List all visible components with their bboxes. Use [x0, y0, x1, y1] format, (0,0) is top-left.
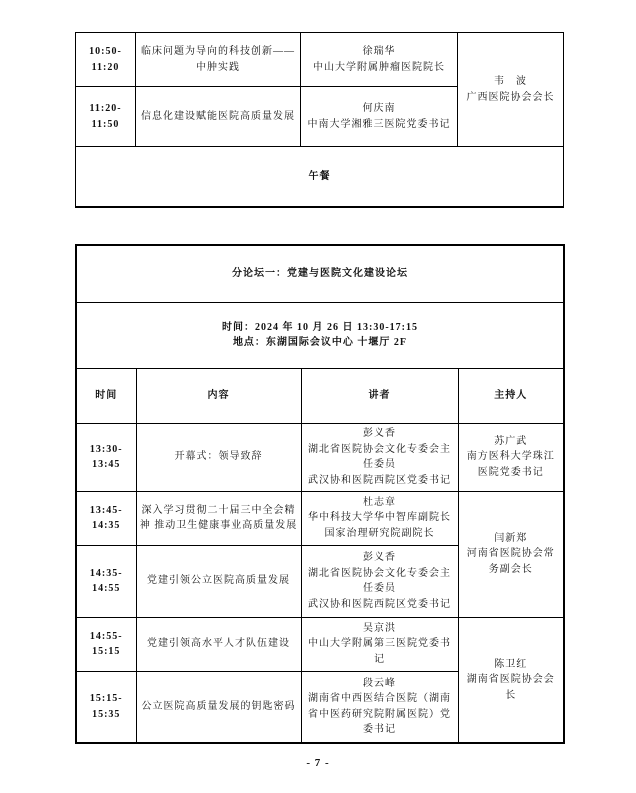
speaker-cell [301, 423, 458, 491]
time-cell: 11:20-11:50 [76, 87, 136, 147]
moderator-title: 南方医科大学珠江医院党委书记 [466, 451, 555, 478]
time-cell: 13:45-14:35 [76, 491, 136, 545]
moderator-cell [458, 423, 564, 491]
topic-cell [136, 87, 301, 147]
column-header-content: 内容 [136, 368, 301, 423]
time-cell: 15:15-15:35 [76, 671, 136, 743]
moderator-title: 广西医院协会会长 [466, 91, 555, 103]
speaker-cell [301, 33, 458, 87]
topic-cell: 开幕式：领导致辞 [136, 423, 301, 491]
topic-line: 临床问题为导向的科技创新—— [141, 46, 295, 57]
speaker-cell [301, 671, 458, 743]
speaker-title: 湖北省医院协会文化专委会主任委员 [308, 443, 451, 470]
forum-info-time: 时间：2024 年 10 月 26 日 13:30-17:15 [222, 321, 418, 333]
topic-cell: 党建引领高水平人才队伍建设 [136, 617, 301, 671]
speaker-name: 何庆南 [362, 103, 396, 114]
moderator-name: 闫新郑 [494, 532, 528, 544]
speaker-title: 湖南省中西医结合医院（湖南省中医药研究院附属医院）党委书记 [308, 693, 451, 736]
time-cell: 14:55-15:15 [76, 617, 136, 671]
lunch-row [76, 147, 564, 207]
session-row [76, 491, 564, 545]
forum-title-row [76, 245, 564, 302]
session-row [76, 33, 564, 87]
forum-title: 分论坛一：党建与医院文化建设论坛 [76, 245, 564, 302]
moderator-title: 湖南省医院协会会长 [466, 674, 555, 701]
column-header-speaker: 讲者 [301, 368, 458, 423]
speaker-cell [301, 491, 458, 545]
speaker-cell [301, 545, 458, 617]
speaker-name: 徐瑞华 [362, 46, 396, 57]
speaker-name: 杜志章 [363, 496, 396, 508]
speaker-title: 华中科技大学华中智库副院长 [308, 512, 451, 524]
moderator-cell [458, 33, 564, 147]
page-number: - 7 - [306, 757, 330, 769]
speaker-title: 湖北省医院协会文化专委会主任委员 [308, 567, 451, 594]
column-header-row [76, 368, 564, 423]
topic-line: 信息化建设赋能医院高质量发展 [141, 110, 295, 122]
topic-cell [136, 33, 301, 87]
speaker-title: 武汉协和医院西院区党委书记 [308, 474, 451, 486]
moderator-cell [458, 491, 564, 617]
moderator-title: 河南省医院协会常务副会长 [466, 548, 555, 575]
moderator-name: 苏广武 [494, 435, 528, 447]
speaker-name: 彭义香 [363, 552, 396, 563]
speaker-title: 武汉协和医院西院区党委书记 [308, 598, 451, 610]
time-cell: 10:50-11:20 [76, 33, 136, 87]
topic-line: 中肿实践 [196, 61, 240, 73]
moderator-name: 韦 波 [494, 76, 527, 87]
column-header-moderator: 主持人 [458, 368, 564, 423]
speaker-name: 吴京洪 [363, 622, 396, 634]
lunch-cell: 午餐 [76, 147, 564, 207]
column-header-time: 时间 [76, 368, 136, 423]
topic-cell: 公立医院高质量发展的钥匙密码 [136, 671, 301, 743]
forum1-table [75, 244, 565, 744]
session-row [76, 617, 564, 671]
speaker-title: 中南大学湘雅三医院党委书记 [307, 118, 451, 130]
session-row [76, 423, 564, 491]
speaker-title: 中山大学附属肿瘤医院院长 [313, 61, 445, 73]
forum-info [76, 302, 564, 368]
time-cell: 14:35-14:55 [76, 545, 136, 617]
forum-info-row [76, 302, 564, 368]
speaker-name: 段云峰 [363, 677, 396, 689]
speaker-cell [301, 617, 458, 671]
moderator-name: 陈卫红 [494, 658, 528, 670]
speaker-title: 中山大学附属第三医院党委书记 [308, 638, 451, 665]
forum-info-place: 地点：东湖国际会议中心 十堰厅 2F [232, 337, 408, 348]
moderator-cell [458, 617, 564, 743]
speaker-title: 国家治理研究院副院长 [324, 527, 435, 539]
speaker-name: 彭义香 [363, 428, 396, 439]
topic-cell: 深入学习贯彻二十届三中全会精神 推动卫生健康事业高质量发展 [136, 491, 301, 545]
topic-cell: 党建引领公立医院高质量发展 [136, 545, 301, 617]
speaker-cell [301, 87, 458, 147]
morning-session-table [75, 32, 564, 208]
time-cell: 13:30-13:45 [76, 423, 136, 491]
